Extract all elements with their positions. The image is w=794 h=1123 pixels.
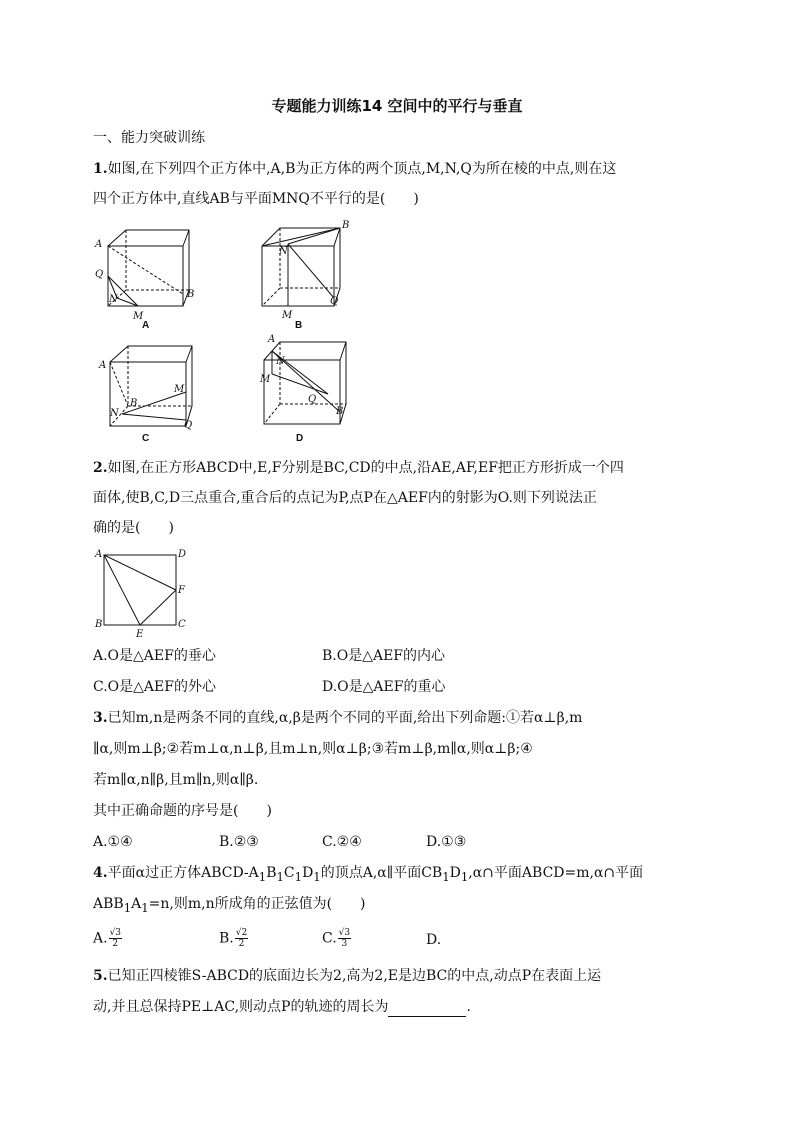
q4-text2b: A bbox=[131, 896, 142, 912]
q4-sub: 1 bbox=[460, 869, 469, 884]
q1-number: 1. bbox=[93, 161, 108, 177]
fig-c-label-A: A bbox=[99, 360, 107, 371]
q4-option-a-den: 2 bbox=[112, 939, 119, 949]
q4-sub: 1 bbox=[294, 869, 303, 884]
fig-d-label-B: B bbox=[336, 406, 344, 417]
sq-label-B: B bbox=[95, 619, 103, 630]
q4-option-a-fraction bbox=[109, 928, 122, 949]
q5-text1: 已知正四棱锥S-ABCD的底面边长为2,高为2,E是边BC的中点,动点P在表面上运 bbox=[107, 968, 602, 984]
fig-a-label-B: B bbox=[187, 289, 195, 300]
fig-c-label-B: B bbox=[130, 398, 138, 409]
q4-option-c-den: 3 bbox=[341, 939, 348, 949]
fig-b-label-N: N bbox=[279, 246, 288, 257]
q4-text1e: 的顶点A,α∥平面CB bbox=[320, 865, 443, 881]
q3-line1 bbox=[93, 708, 582, 728]
figure-square bbox=[92, 545, 192, 640]
fig-b-label-B: B bbox=[342, 220, 350, 231]
fig-c-label-M: M bbox=[174, 384, 185, 395]
fig-a-caption: A bbox=[142, 320, 150, 331]
q4-sub: 1 bbox=[141, 900, 149, 915]
q4-sub: 1 bbox=[313, 869, 321, 884]
q2-option-d: D.O是△AEF的重心 bbox=[322, 679, 446, 695]
fig-b-caption: B bbox=[295, 320, 303, 331]
q4-option-b-den: 2 bbox=[238, 939, 245, 949]
q3-option-c: C.②④ bbox=[322, 834, 362, 850]
q4-option-b-label: B. bbox=[219, 930, 234, 947]
q5-end: . bbox=[466, 999, 471, 1015]
q4-text1c: C bbox=[283, 865, 295, 881]
fig-b-label-Q: Q bbox=[330, 296, 339, 307]
fig-a-label-M: M bbox=[133, 311, 144, 322]
sq-label-F: F bbox=[178, 585, 185, 596]
q1-line1 bbox=[93, 159, 616, 179]
q4-text2a: ABB bbox=[93, 896, 124, 912]
q4-text1a: 平面α过正方体ABCD-A bbox=[107, 865, 259, 881]
q4-option-b-fraction bbox=[235, 928, 248, 949]
q3-line4: 其中正确命题的序号是( ) bbox=[93, 803, 272, 819]
q2-line3: 确的是( ) bbox=[93, 520, 174, 536]
q3-number: 3. bbox=[93, 710, 108, 726]
fig-d-label-N: N bbox=[276, 356, 285, 367]
q4-sub: 1 bbox=[442, 869, 450, 884]
q4-option-c bbox=[322, 928, 352, 949]
q4-text2c: =n,则m,n所成角的正弦值为( ) bbox=[148, 896, 366, 912]
q5-line1 bbox=[93, 966, 601, 986]
fig-a-label-Q: Q bbox=[95, 269, 104, 280]
q2-option-c: C.O是△AEF的外心 bbox=[93, 679, 216, 695]
figure-cube-b bbox=[248, 216, 358, 326]
figure-cube-d bbox=[250, 334, 360, 434]
q3-option-b: B.②③ bbox=[219, 834, 259, 850]
sq-label-C: C bbox=[178, 619, 186, 630]
q4-sub: 1 bbox=[276, 869, 284, 884]
fig-d-label-Q: Q bbox=[308, 394, 317, 405]
q4-option-c-label: C. bbox=[322, 930, 337, 947]
fig-d-label-A: A bbox=[268, 334, 276, 345]
q1-line2: 四个正方体中,直线AB与平面MNQ不平行的是( ) bbox=[93, 191, 419, 207]
q4-sub: 1 bbox=[123, 900, 132, 915]
fig-c-label-N: N bbox=[110, 408, 119, 419]
section-heading: 一、能力突破训练 bbox=[93, 130, 205, 146]
q4-number: 4. bbox=[93, 865, 108, 881]
q4-sub: 1 bbox=[258, 869, 267, 884]
q4-option-a bbox=[93, 928, 123, 949]
q4-option-b-num: √2 bbox=[235, 928, 248, 938]
fig-b-label-M: M bbox=[282, 310, 293, 321]
q2-number: 2. bbox=[93, 460, 108, 476]
q4-option-c-fraction bbox=[338, 928, 351, 949]
q5-line2 bbox=[93, 997, 471, 1017]
q5-answer-blank[interactable] bbox=[388, 1002, 466, 1017]
fig-a-label-A: A bbox=[95, 239, 103, 250]
q4-line2 bbox=[93, 894, 366, 918]
q4-option-a-label: A. bbox=[93, 930, 108, 947]
q4-text1g: ,α∩平面ABCD=m,α∩平面 bbox=[468, 865, 644, 881]
q3-line2: ∥α,则m⊥β;②若m⊥α,n⊥β,且m⊥n,则α⊥β;③若m⊥β,m∥α,则α⊥β;④ bbox=[93, 741, 533, 757]
fig-d-label-M: M bbox=[260, 374, 271, 385]
q4-text1f: D bbox=[449, 865, 461, 881]
q3-line3: 若m∥α,n∥β,且m∥n,则α∥β. bbox=[93, 772, 259, 788]
q3-option-d: D.①③ bbox=[426, 834, 467, 850]
fig-d-caption: D bbox=[296, 433, 304, 444]
q5-number: 5. bbox=[93, 968, 108, 984]
fig-c-caption: C bbox=[142, 433, 150, 444]
page-title: 专题能力训练14 空间中的平行与垂直 bbox=[271, 97, 523, 115]
q4-option-d: D. bbox=[426, 932, 442, 948]
sq-label-A: A bbox=[95, 549, 103, 560]
q1-text1: 如图,在下列四个正方体中,A,B为正方体的两个顶点,M,N,Q为所在棱的中点,则在这 bbox=[107, 161, 617, 177]
sq-label-E: E bbox=[136, 629, 144, 640]
q4-option-c-num: √3 bbox=[338, 928, 351, 938]
q4-line1 bbox=[93, 863, 643, 887]
figure-cube-a bbox=[92, 222, 202, 332]
q3-option-a: A.①④ bbox=[93, 834, 133, 850]
fig-c-label-Q: Q bbox=[184, 420, 193, 431]
q4-text1d: D bbox=[302, 865, 314, 881]
q4-option-b bbox=[219, 928, 249, 949]
q2-text1: 如图,在正方形ABCD中,E,F分别是BC,CD的中点,沿AE,AF,EF把正方形折成一个四 bbox=[107, 460, 624, 476]
q2-option-b: B.O是△AEF的内心 bbox=[322, 648, 446, 664]
fig-a-label-N: N bbox=[109, 294, 118, 305]
figure-cube-c bbox=[96, 340, 206, 435]
q2-option-a: A.O是△AEF的垂心 bbox=[93, 648, 216, 664]
q3-text1: 已知m,n是两条不同的直线,α,β是两个不同的平面,给出下列命题:①若α⊥β,m bbox=[107, 710, 583, 726]
q4-text1b: B bbox=[266, 865, 277, 881]
q2-line1 bbox=[93, 458, 624, 478]
q2-line2: 面体,使B,C,D三点重合,重合后的点记为P,点P在△AEF内的射影为O.则下列说法正 bbox=[93, 490, 597, 506]
sq-label-D: D bbox=[178, 549, 187, 560]
q4-option-a-num: √3 bbox=[109, 928, 122, 938]
q5-text2: 动,并且总保持PE⊥AC,则动点P的轨迹的周长为 bbox=[93, 999, 389, 1015]
